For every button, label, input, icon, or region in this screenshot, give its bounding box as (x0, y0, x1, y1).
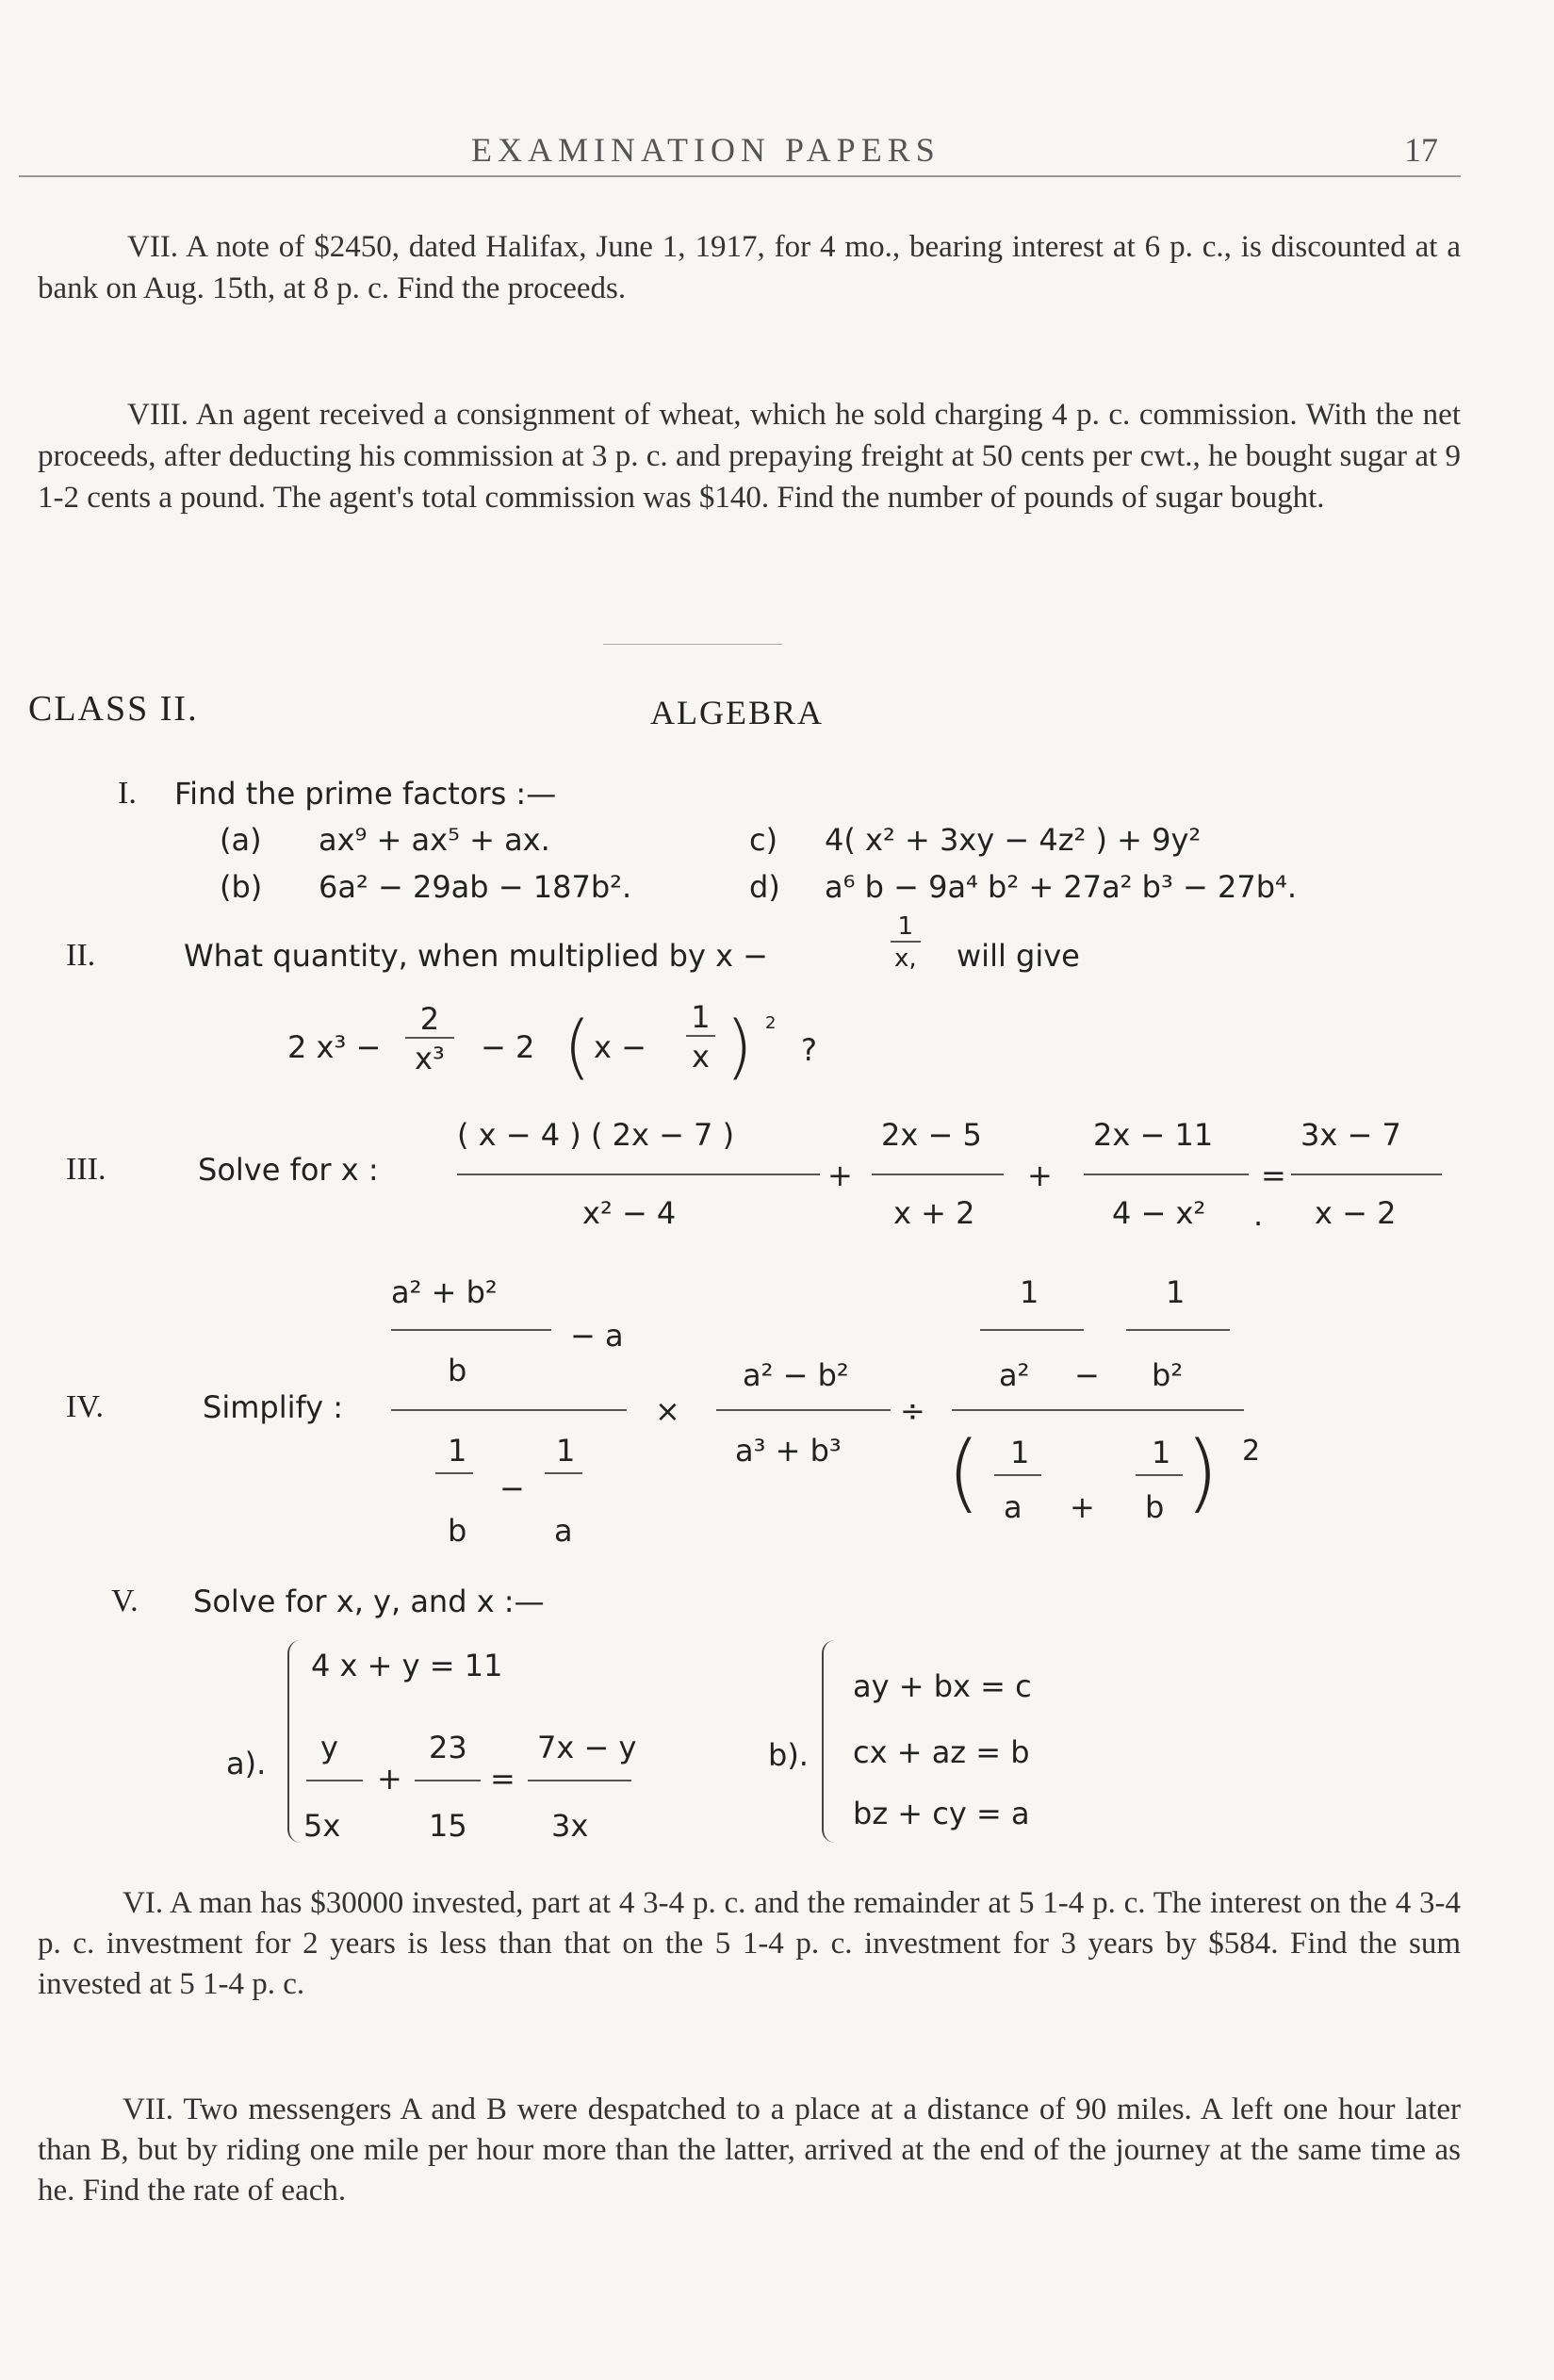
q3-t1-num: ( x − 4 ) ( 2x − 7 ) (457, 1117, 735, 1153)
q5-a-eq2-t1-bar (306, 1780, 363, 1781)
q1-a-expr: ax⁹ + ax⁵ + ax. (319, 822, 550, 858)
q2-inner-num: 1 (691, 999, 711, 1035)
q1-a-label: (a) (220, 822, 262, 858)
q1-c-expr: 4( x² + 3xy − 4z² ) + 9y² (825, 822, 1202, 858)
q4-n1-bar (391, 1329, 551, 1331)
q4-n1-num: a² + b² (391, 1274, 498, 1310)
q5-b-eq2: cx + az = b (853, 1734, 1030, 1770)
q2-prompt: What quantity, when multiplied by x − (184, 938, 768, 974)
q5-a-eq2-t2-bar (415, 1780, 481, 1781)
q4-d1-b-bar (545, 1472, 582, 1474)
page-number: 17 (1404, 131, 1438, 169)
q2-question-mark: ? (801, 1032, 817, 1068)
q2-expr-frac-num: 2 (419, 1001, 440, 1037)
q5-a-eq2-plus: + (377, 1761, 402, 1797)
q5-a-eq1: 4 x + y = 11 (311, 1648, 503, 1683)
q2-expr-frac-den: x³ (405, 1037, 454, 1076)
class-heading: CLASS II. (28, 689, 199, 729)
q4-paren-open: ( (947, 1423, 981, 1522)
q3-t3-den: 4 − x² (1112, 1195, 1206, 1231)
q2-suffix: will give (957, 938, 1080, 974)
q5-a-eq2-t3-den: 3x (551, 1808, 589, 1844)
q4-d1-b-den: a (554, 1513, 573, 1549)
q3-t2-den: x + 2 (893, 1195, 975, 1231)
q2-paren-open: ( (564, 1007, 591, 1088)
q4-label: IV. (66, 1389, 104, 1424)
q2-exponent: 2 (765, 1013, 777, 1033)
q5-label: V. (111, 1584, 139, 1618)
q4-main-bar-1 (391, 1409, 627, 1411)
q4-paren-close: ) (1186, 1423, 1219, 1522)
q3-label: III. (66, 1152, 106, 1187)
q4-d1-a-bar (435, 1472, 473, 1474)
q3-prompt: Solve for x : (198, 1152, 379, 1188)
q4-prompt: Simplify : (203, 1389, 344, 1425)
question-vii-algebra: VII. Two messengers A and B were despatched to a place at a distance of 90 miles. A left one hour later than B, but by riding one mile per hour more than the latter, arrived at the end of the journey at the same time as he. Find the rate of each. (38, 2093, 1461, 2208)
q1-b-expr: 6a² − 29ab − 187b². (319, 869, 632, 905)
q4-times: × (655, 1393, 680, 1429)
q5-a-eq2-t2-den: 15 (429, 1808, 467, 1844)
q3-t3-bar (1084, 1174, 1249, 1175)
q3-t4-den: x − 2 (1315, 1195, 1397, 1231)
q5-a-eq2-t1-num: y (320, 1730, 338, 1765)
q3-t2-num: 2x − 5 (881, 1117, 982, 1153)
q4-d1-b-num: 1 (556, 1433, 576, 1469)
q3-end-dot: . (1253, 1197, 1264, 1233)
q4-f3-d-a-num: 1 (1010, 1435, 1030, 1470)
q2-frac-num: 1 (897, 912, 914, 941)
q2-label: II. (66, 938, 96, 973)
q4-d1-minus: − (499, 1470, 525, 1506)
question-vi-algebra: VI. A man has $30000 invested, part at 4 3-4 p. c. and the remainder at 5 1-4 p. c. The interest on the 4 3-4 p. c. investment for 2 years is less than that on the 5 1-4 p. c. investment for 3 years by $584. Find the sum invested at 5 1-4 p. c. (38, 1886, 1461, 2001)
q4-f3-b-bar (1126, 1329, 1230, 1331)
question-viii-arith: VIII. An agent received a consignment of wheat, which he sold charging 4 p. c. commission. With the net proceeds, after deducting his commission at 3 p. c. and prepaying freight at 50 cents per cwt., he bought sugar at 9 1-2 cents a pound. The agent's total commission was $140. Find the number of pounds of sugar bought. (38, 398, 1461, 515)
header-rule (19, 175, 1461, 177)
q5-a-brace (287, 1640, 301, 1843)
q4-n1-den: b (448, 1353, 467, 1388)
q4-f3-d-plus: + (1070, 1489, 1095, 1525)
q4-f2-num: a² − b² (743, 1357, 849, 1393)
section-separator (603, 644, 782, 645)
q2-inner-fraction (686, 999, 715, 1075)
subject-heading: ALGEBRA (650, 694, 824, 731)
q4-d1-a-den: b (448, 1513, 467, 1549)
q1-d-label: d) (749, 869, 780, 905)
q4-f2-den: a³ + b³ (735, 1433, 842, 1469)
q4-f3-d-b-num: 1 (1152, 1435, 1171, 1470)
q4-f3-a-den: a² (999, 1357, 1030, 1393)
q1-d-expr: a⁶ b − 9a⁴ b² + 27a² b³ − 27b⁴. (825, 869, 1297, 905)
q2-expr-a: 2 x³ − (287, 1029, 382, 1065)
q4-f3-d-b-bar (1136, 1474, 1183, 1476)
q5-prompt: Solve for x, y, and x :— (193, 1584, 545, 1619)
q3-equals: = (1261, 1157, 1286, 1193)
q3-t2-bar (872, 1174, 1004, 1175)
q5-b-label: b). (768, 1737, 809, 1773)
q4-f3-a-bar (980, 1329, 1084, 1331)
q3-t3-num: 2x − 11 (1093, 1117, 1214, 1153)
q4-f3-exponent: 2 (1242, 1435, 1261, 1468)
q2-expr-fraction (405, 1001, 454, 1076)
q1-label: I. (118, 776, 137, 811)
q4-f3-b-num: 1 (1166, 1274, 1186, 1310)
q4-f3-d-b-den: b (1145, 1489, 1165, 1525)
q4-n1-minus: − a (570, 1318, 624, 1354)
q1-b-label: (b) (220, 869, 263, 905)
q3-plus-2: + (1027, 1157, 1053, 1193)
q4-divide: ÷ (900, 1393, 925, 1429)
q2-inner-x: x − (594, 1029, 646, 1065)
q4-f3-d-a-den: a (1004, 1489, 1022, 1525)
q4-f3-a-num: 1 (1020, 1274, 1039, 1310)
q5-a-eq2-t2-num: 23 (429, 1730, 467, 1765)
q3-plus-1: + (827, 1157, 853, 1193)
q5-b-eq1: ay + bx = c (853, 1668, 1032, 1704)
q2-multiplier-fraction (891, 912, 921, 973)
q1-c-label: c) (749, 822, 778, 858)
q4-main-bar-3 (952, 1409, 1244, 1411)
q5-b-eq3: bz + cy = a (853, 1796, 1030, 1831)
running-header: EXAMINATION PAPERS (471, 131, 941, 169)
q2-expr-b: − 2 (481, 1029, 535, 1065)
q3-t1-den: x² − 4 (582, 1195, 677, 1231)
q3-t4-bar (1291, 1174, 1442, 1175)
q5-a-label: a). (226, 1746, 267, 1781)
q5-a-eq2-t3-bar (528, 1780, 631, 1781)
q2-inner-den: x (686, 1035, 715, 1075)
q4-f2-bar (716, 1409, 891, 1411)
q4-f3-minus: − (1074, 1357, 1100, 1393)
q5-a-eq2-t1-den: 5x (303, 1808, 341, 1844)
q1-prompt: Find the prime factors :— (174, 776, 557, 812)
q5-b-brace (822, 1640, 835, 1843)
q3-t1-bar (457, 1174, 820, 1175)
q4-d1-a-num: 1 (448, 1433, 467, 1469)
q2-paren-close: ) (726, 1007, 753, 1088)
q5-a-eq2-t3-num: 7x − y (537, 1730, 637, 1765)
q2-frac-den: x, (891, 941, 921, 973)
q4-f3-b-den: b² (1152, 1357, 1184, 1393)
q5-a-eq2-equals: = (490, 1761, 515, 1797)
question-vii-arith: VII. A note of $2450, dated Halifax, June 1, 1917, for 4 mo., bearing interest at 6 p. c., is discounted at a bank on Aug. 15th, at 8 p. c. Find the proceeds. (38, 230, 1461, 305)
q3-t4-num: 3x − 7 (1300, 1117, 1401, 1153)
q4-f3-d-a-bar (994, 1474, 1041, 1476)
